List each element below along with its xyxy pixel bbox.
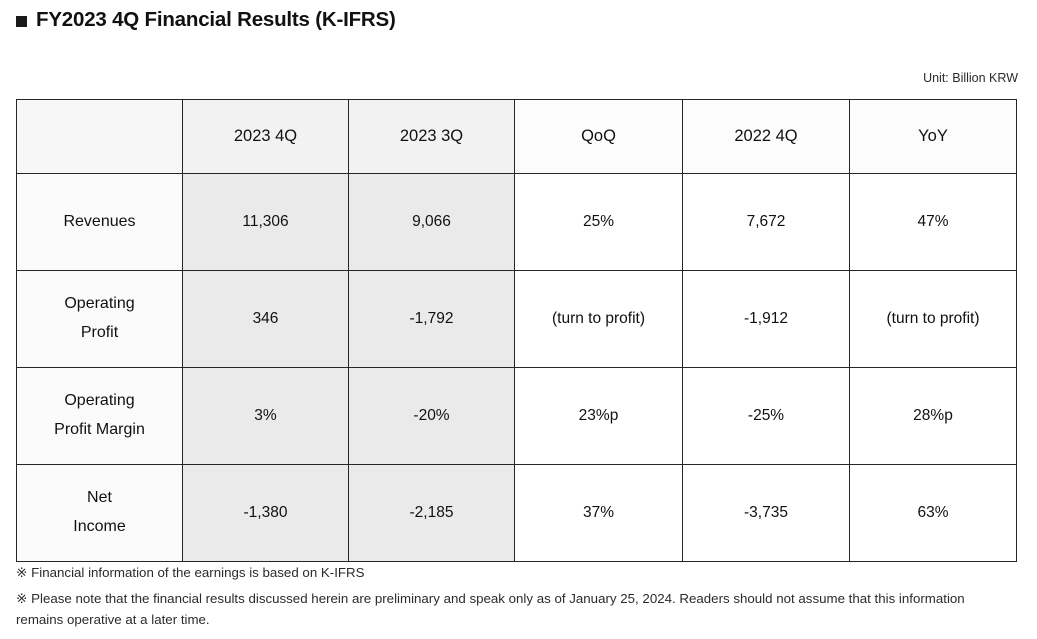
row-label-line1: Revenues (63, 212, 136, 230)
table-header-2023-4q: 2023 4Q (183, 100, 349, 174)
cell-net-income-yoy: 63% (850, 465, 1017, 562)
row-label-line2: Income (73, 518, 126, 535)
footnotes (16, 562, 1006, 635)
row-label-net-income (17, 465, 183, 562)
footnote-mark-icon: ※ (16, 565, 28, 580)
cell-operating-profit-margin-2023-3q: -20% (349, 368, 515, 465)
footnote-2-text: Please note that the financial results discussed herein are preliminary and speak only as of January 25, 2024. Readers should not assume that this information remains operative at a later time. (16, 590, 965, 628)
row-label-revenues (17, 174, 183, 271)
row-label-line2: Profit Margin (54, 421, 145, 438)
row-label-line2: Profit (80, 324, 119, 341)
page-title-text: FY2023 4Q Financial Results (K-IFRS) (36, 8, 396, 31)
row-label-operating-profit-margin (17, 368, 183, 465)
table-row (17, 368, 1017, 465)
page-title (16, 8, 396, 32)
square-bullet-icon (16, 16, 27, 27)
row-label-line1: Operating (64, 295, 135, 313)
cell-revenues-2022-4q: 7,672 (683, 174, 850, 271)
footnote-1 (16, 562, 1006, 584)
cell-net-income-2022-4q: -3,735 (683, 465, 850, 562)
table-header-2023-3q: 2023 3Q (349, 100, 515, 174)
cell-operating-profit-2022-4q: -1,912 (683, 271, 850, 368)
row-label-operating-profit (17, 271, 183, 368)
financial-results-table (16, 99, 1016, 562)
cell-revenues-2023-3q: 9,066 (349, 174, 515, 271)
footnote-mark-icon: ※ (16, 590, 28, 606)
cell-operating-profit-margin-yoy: 28%p (850, 368, 1017, 465)
footnote-1-text: Financial information of the earnings is based on K-IFRS (31, 565, 365, 580)
table-header-yoy: YoY (850, 100, 1017, 174)
cell-operating-profit-qoq: (turn to profit) (515, 271, 683, 368)
cell-operating-profit-margin-qoq: 23%p (515, 368, 683, 465)
cell-operating-profit-yoy: (turn to profit) (850, 271, 1017, 368)
table-row (17, 465, 1017, 562)
cell-revenues-qoq: 25% (515, 174, 683, 271)
cell-net-income-qoq: 37% (515, 465, 683, 562)
table-header-row (17, 100, 1017, 174)
cell-operating-profit-margin-2022-4q: -25% (683, 368, 850, 465)
row-label-line1: Operating (64, 392, 135, 410)
cell-operating-profit-2023-3q: -1,792 (349, 271, 515, 368)
table-row (17, 271, 1017, 368)
cell-net-income-2023-3q: -2,185 (349, 465, 515, 562)
unit-note: Unit: Billion KRW (923, 71, 1018, 85)
cell-net-income-2023-4q: -1,380 (183, 465, 349, 562)
cell-operating-profit-margin-2023-4q: 3% (183, 368, 349, 465)
row-label-line1: Net (87, 489, 112, 507)
table-header-2022-4q: 2022 4Q (683, 100, 850, 174)
cell-revenues-2023-4q: 11,306 (183, 174, 349, 271)
cell-operating-profit-2023-4q: 346 (183, 271, 349, 368)
table-header-corner (17, 100, 183, 174)
table-row (17, 174, 1017, 271)
footnote-2 (16, 588, 1006, 631)
table-header-qoq: QoQ (515, 100, 683, 174)
cell-revenues-yoy: 47% (850, 174, 1017, 271)
